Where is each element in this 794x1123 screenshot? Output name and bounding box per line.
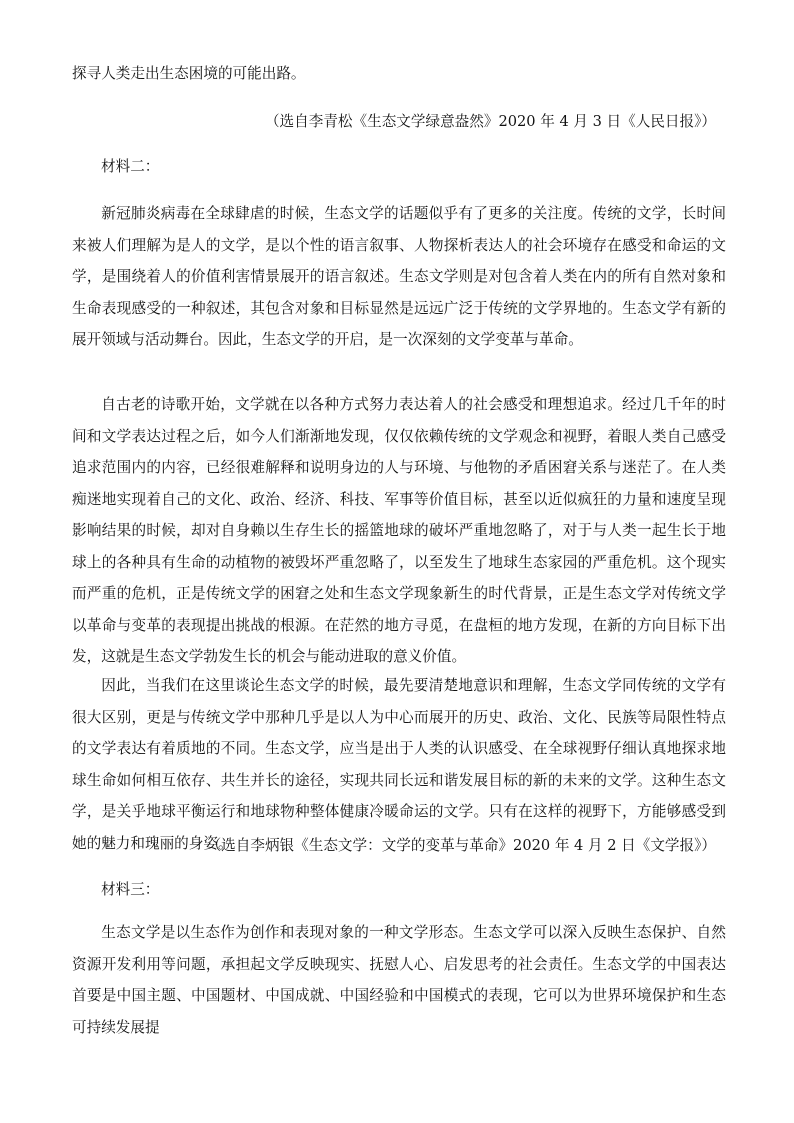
paragraph-2-3: 因此，当我们在这里谈论生态文学的时候，最先要清楚地意识和理解，生态文学同传统的文学有很大区别，更是与传统文学中那种几乎是以人为中心而展开的历史、政治、文化、民族等局限性特点的文学表达有着质地的不同。生态文学，应当是出于人类的认识感受、在全球视野仔细认真地探求地球生命如何相互依存、共生并长的途径，实现共同长远和谐发展目标的新的未来的文学。这种生态文学，是关乎地球平衡运行和地球物种整体健康冷暖命运的文学。只有在这样的视野下，方能够感受到她的魅力和瑰丽的身姿。 <box>72 677 726 852</box>
paragraph-2-2: 自古老的诗歌开始，文学就在以各种方式努力表达着人的社会感受和理想追求。经过几千年的时间和文学表达过程之后，如今人们渐渐地发现，仅仅依赖传统的文学观念和视野，着眼人类自己感受追求范围内的内容，已经很难解释和说明身边的人与环境、与他物的矛盾困窘关系与迷茫了。在人类痴迷地实现着自己的文化、政治、经济、科技、军事等价值目标，甚至以近似疯狂的力量和速度呈现影响结果的时候，却对自身赖以生存生长的摇篮地球的破坏严重地忽略了，对于与人类一起生长于地球上的各种具有生命的动植物的被毁坏严重忽略了，以至发生了地球生态家园的严重危机。这个现实而严重的危机，正是传统文学的困窘之处和生态文学现象新生的时代背景，正是生态文学对传统文学以革命与变革的表现提出挑战的根源。在茫然的地方寻觅，在盘桓的地方发现，在新的方向目标下出发，这就是生态文学勃发生长的机会与能动进取的意义价值。 <box>72 396 726 665</box>
paragraph-2-1: 新冠肺炎病毒在全球肆虐的时候，生态文学的话题似乎有了更多的关注度。传统的文学，长时间来被人们理解为是人的文学，是以个性的语言叙事、人物探析表达人的社会环境存在感受和命运的文学，是围绕着人的价值利害情景展开的语言叙述。生态文学则是对包含着人类在内的所有自然对象和生命表现感受的一种叙述，其包含对象和目标显然是远远广泛于传统的文学界地的。生态文学有新的展开领域与活动舞台。因此，生态文学的开启，是一次深刻的文学变革与革命。 <box>72 205 726 348</box>
heading-material-two: 材料二： <box>101 158 160 175</box>
source-citation-1: （选自李青松《生态文学绿意盎然》2020 年 4 月 3 日《人民日报》） <box>264 113 716 130</box>
paragraph-3-1: 生态文学是以生态作为创作和表现对象的一种文学形态。生态文学可以深入反映生态保护、自然资源开发利用等问题，承担起文学反映现实、抚慰人心、启发思考的社会责任。生态文学的中国表达首要是中国主题、中国题材、中国成就、中国经验和中国模式的表现，它可以为世界环境保护和生态可持续发展提 <box>72 924 726 1036</box>
source-citation-2: （选自李炳银《生态文学：文学的变革与革命》2020 年 4 月 2 日《文学报》） <box>206 837 716 854</box>
continuation-line: 探寻人类走出生态困境的可能出路。 <box>72 65 306 82</box>
heading-material-three: 材料三： <box>101 881 160 898</box>
